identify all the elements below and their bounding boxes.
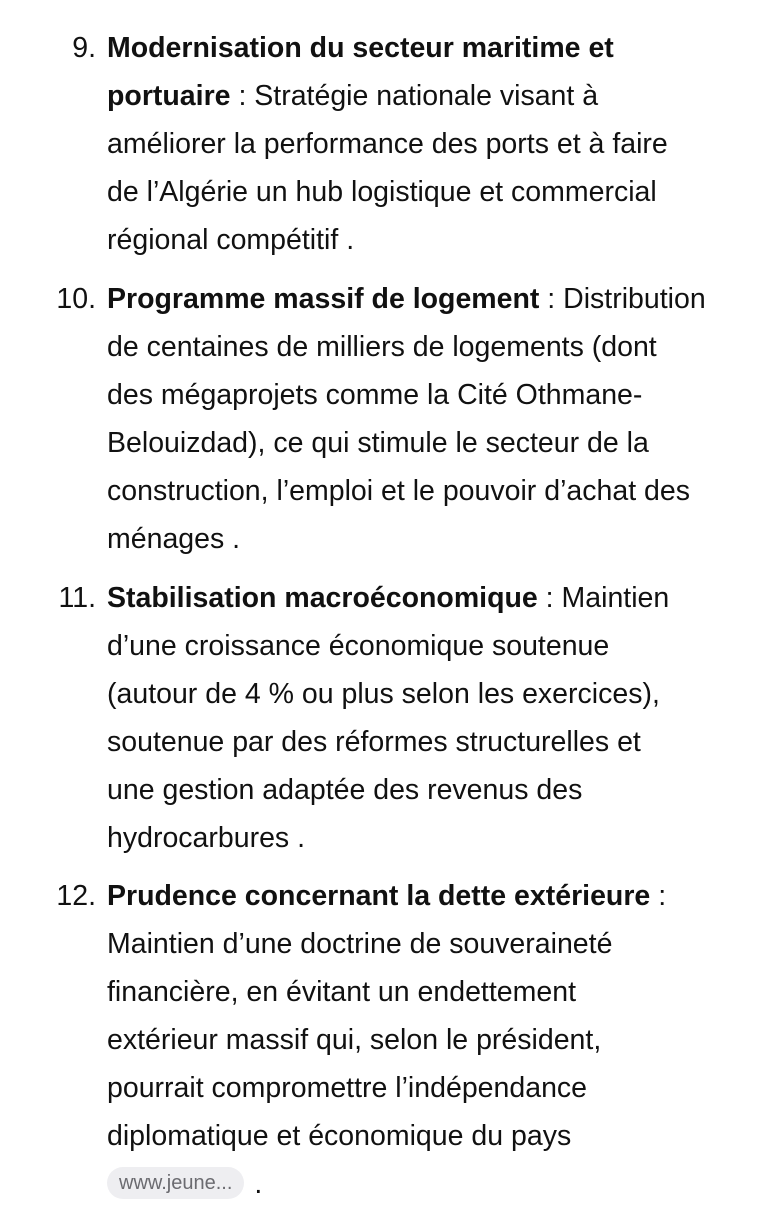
trailing-period: . — [254, 1168, 263, 1200]
item-title-line-with-text — [107, 72, 757, 120]
item-text-line: financière, en évitant un endettement — [107, 976, 576, 1008]
item-text-start: : — [650, 880, 667, 912]
item-text-line: des mégaprojets comme la Cité Othmane- — [107, 379, 643, 411]
item-title: Prudence concernant la dette extérieure — [107, 880, 651, 912]
item-text-line: construction, l’emploi et le pouvoir d’achat des — [107, 475, 690, 507]
item-title: Stabilisation macroéconomique — [107, 582, 538, 614]
item-text-line: une gestion adaptée des revenus des — [107, 774, 583, 806]
list-number: 10. — [56, 283, 96, 315]
item-text-line: hydrocarbures . — [107, 822, 306, 854]
source-link-chip[interactable]: www.jeune... — [107, 1167, 244, 1199]
item-title-cont: portuaire — [107, 80, 231, 112]
item-title-line — [107, 275, 757, 323]
item-text-line: Maintien d’une doctrine de souveraineté — [107, 928, 613, 960]
item-text-line: d’une croissance économique soutenue — [107, 630, 610, 662]
item-text-line: de centaines de milliers de logements (dont — [107, 331, 657, 363]
item-text-line: soutenue par des réformes structurelles et — [107, 726, 641, 758]
item-text-line: (autour de 4 % ou plus selon les exercices), — [107, 678, 660, 710]
item-text-line: pourrait compromettre l’indépendance — [107, 1072, 588, 1104]
item-text-start: : Distribution — [539, 283, 706, 315]
item-text-line: Belouizdad), ce qui stimule le secteur de la — [107, 427, 649, 459]
item-text-line: de l’Algérie un hub logistique et commercial — [107, 176, 657, 208]
item-text-line: améliorer la performance des ports et à faire — [107, 128, 668, 160]
list-number: 12. — [56, 880, 96, 912]
source-line — [107, 1160, 757, 1208]
item-text-line: diplomatique et économique du pays — [107, 1120, 572, 1152]
list-item-text — [107, 872, 757, 1208]
item-text-line: ménages . — [107, 523, 241, 555]
list-number: 11. — [58, 582, 96, 614]
item-text-start: : Maintien — [537, 582, 670, 614]
item-text-start: : Stratégie nationale visant à — [230, 80, 599, 112]
item-title-line — [107, 872, 757, 920]
list-number: 9. — [72, 32, 96, 64]
item-title-line — [107, 574, 757, 622]
list-item-text — [107, 574, 757, 862]
item-text-line: régional compétitif . — [107, 224, 355, 256]
item-title-line: Modernisation du secteur maritime et — [107, 32, 614, 64]
list-item-text — [107, 275, 757, 563]
item-title: Programme massif de logement — [107, 283, 540, 315]
item-text-line: extérieur massif qui, selon le président, — [107, 1024, 602, 1056]
list-item-text — [107, 24, 757, 264]
